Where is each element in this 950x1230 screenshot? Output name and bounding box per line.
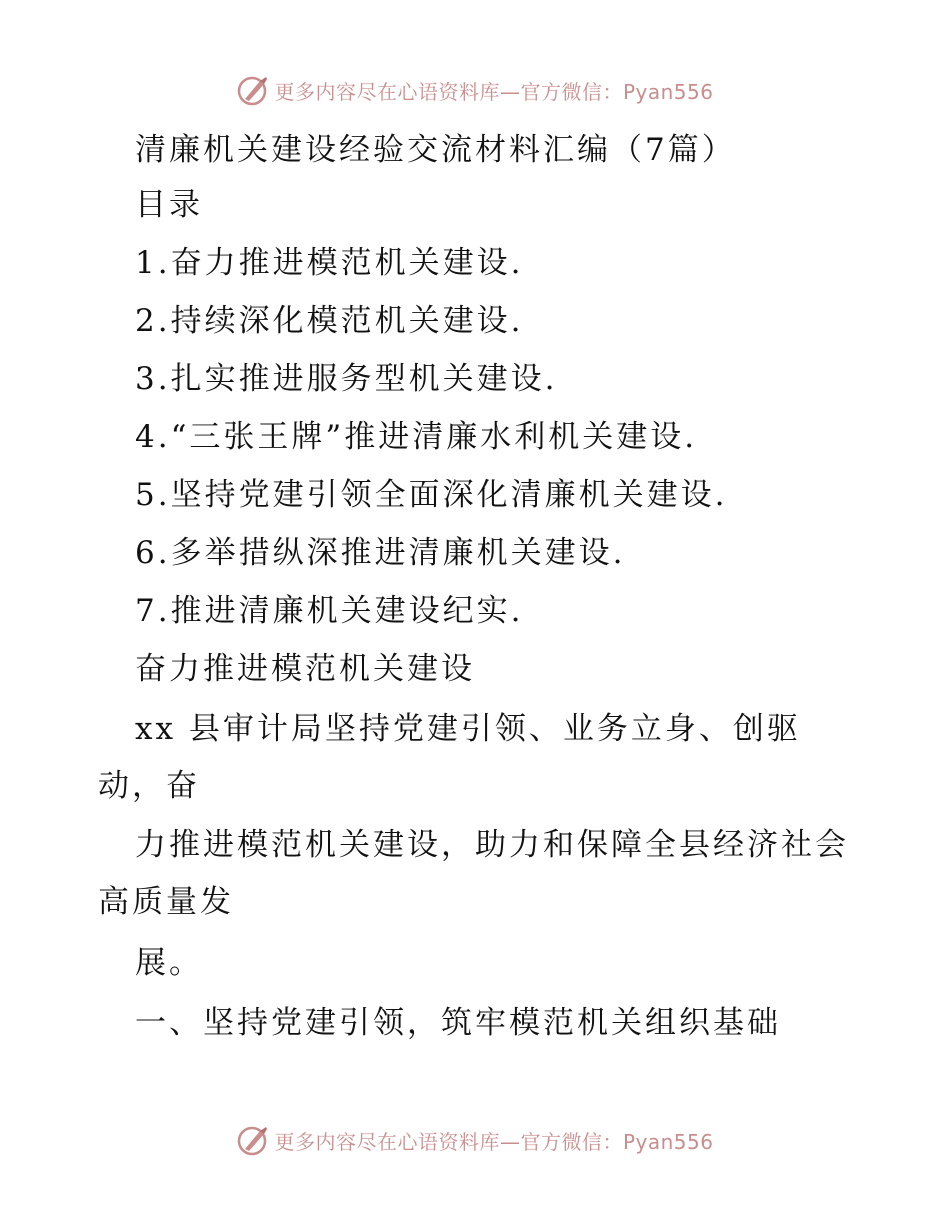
- toc-item: 4.“三张王牌”推进清廉水利机关建设.: [135, 419, 698, 455]
- watermark-text: 更多内容尽在心语资料库—官方微信：Pyan556: [274, 1129, 714, 1154]
- body-line: xx 县审计局坚持党建引领、业务立身、创驱: [135, 711, 801, 747]
- toc-item: 6.多举措纵深推进清廉机关建设.: [135, 535, 626, 571]
- section-title: 奋力推进模范机关建设: [135, 651, 475, 687]
- footer-watermark: [0, 1120, 950, 1160]
- body-line: 展。: [135, 945, 203, 981]
- body-heading: 一、坚持党建引领，筑牢模范机关组织基础: [135, 1005, 781, 1041]
- document-title: 清廉机关建设经验交流材料汇编（7篇）: [135, 132, 736, 168]
- toc-item: 5.坚持党建引领全面深化清廉机关建设.: [135, 477, 728, 513]
- toc-item: 1.奋力推进模范机关建设.: [135, 245, 524, 281]
- watermark-text: 更多内容尽在心语资料库—官方微信：Pyan556: [274, 79, 714, 104]
- pen-logo-icon: [236, 1123, 270, 1157]
- toc-item: 3.扎实推进服务型机关建设.: [135, 361, 558, 397]
- body-line: 力推进模范机关建设，助力和保障全县经济社会: [135, 827, 849, 863]
- body-line: 动，奋: [98, 768, 200, 804]
- toc-heading: 目录: [135, 187, 203, 223]
- toc-item: 2.持续深化模范机关建设.: [135, 303, 524, 339]
- body-line: 高质量发: [98, 884, 234, 920]
- pen-logo-icon: [236, 73, 270, 107]
- header-watermark: [0, 70, 950, 110]
- toc-item: 7.推进清廉机关建设纪实.: [135, 593, 524, 629]
